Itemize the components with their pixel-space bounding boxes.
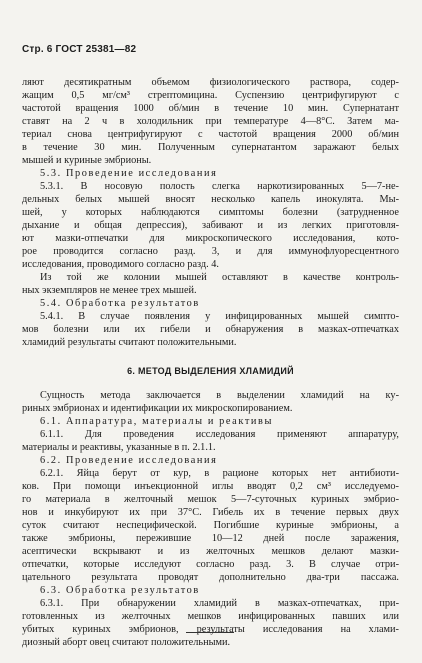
text-line: частотой вращения 1000 об/мин в течение 10 мин. Супернатант <box>22 103 399 114</box>
subsection-title: 5.4. Обработка результатов <box>40 298 200 309</box>
text-line: рое проводится согласно разд. 3, и для иммунофлуоресцентного <box>22 246 399 257</box>
page-header: Стр. 6 ГОСТ 25381—82 <box>22 44 137 55</box>
text-line: 6.1.1. Для проведения исследования применяют аппаратуру, <box>40 429 399 440</box>
text-line: диозный аборт овец считают положительными. <box>22 637 231 648</box>
text-line: 6.3.1. При обнаружении хламидий в мазках-отпечатках, при- <box>40 598 399 609</box>
subsection-title: 6.3. Обработка результатов <box>40 585 200 596</box>
text-line: суток считают неспецифической. Погибшие куриные эмбрионы, а <box>22 520 399 531</box>
text-line: ют мазки-отпечатки для микроскопического исследования, кото- <box>22 233 399 244</box>
text-line: хламидий результаты считают положительными. <box>22 337 237 348</box>
text-line: жащим 0,5 мг/см³ стрептомицина. Суспензию центрифугируют с <box>22 90 399 101</box>
text-line: дыхание и общая депрессия), забивают и из легких приготовля- <box>22 220 399 231</box>
text-line: ставят на 2 ч в холодильник при температуре 4—8°С. Затем ма- <box>22 116 399 127</box>
text-line: Из той же колонии мышей оставляют в качестве контроль- <box>40 272 399 283</box>
text-line: убитых куриных эмбрионов, результаты исследования на хлами- <box>22 624 399 635</box>
text-line: нов и инкубируют их при 37°С. Гибель их в течение первых двух <box>22 507 399 518</box>
text-line: 6.2.1. Яйца берут от кур, в рационе которых нет антибиоти- <box>40 468 399 479</box>
text-line: мов болезни или их гибели и обнаружения в мазках-отпечатках <box>22 324 399 335</box>
text-line: асептически вскрывают и из желточных мешков делают мазки- <box>22 546 399 557</box>
text-line: дельных белых мышей вносят несколько капель инокулята. Мы- <box>22 194 399 205</box>
subsection-title: 6.2. Проведение исследования <box>40 455 218 466</box>
text-line: в течение 30 мин. Полученным супернатантом заражают белых <box>22 142 399 153</box>
text-line: шей, у которых наблюдаются симптомы болезни (затрудненное <box>22 207 399 218</box>
text-line: мышей и куриные эмбрионы. <box>22 155 152 166</box>
text-line: ных экземпляров не менее трех мышей. <box>22 285 197 296</box>
text-line: риных эмбрионах и идентификации их микроскопированием. <box>22 403 293 414</box>
text-line: отпечатки, которые исследуют согласно разд. 3. В случае отри- <box>22 559 399 570</box>
text-line: также эмбрионы, пережившие 10—12 дней после заражения, <box>22 533 399 544</box>
text-line: го материала в желточный мешок 5—7-суточных куриных эмбрио- <box>22 494 399 505</box>
text-line: цательного результата проводят дополнительно два-три пассажа. <box>22 572 399 583</box>
subsection-title: 6.1. Аппаратура, материалы и реактивы <box>40 416 274 427</box>
text-line: материалы и реактивы, указанные в п. 2.1.1. <box>22 442 216 453</box>
subsection-title: 5.3. Проведение исследования <box>40 168 218 179</box>
text-line: 5.3.1. В носовую полость слегка наркотизированных 5—7-не- <box>40 181 399 192</box>
text-line: ляют десятикратным объемом физиологического раствора, содер- <box>22 77 399 88</box>
text-line: готовленных из желточных мешков инфицированных павших или <box>22 611 399 622</box>
text-line: исследования, проводимого согласно разд. 4. <box>22 259 220 270</box>
text-line: териал снова центрифугируют с частотой вращения 2000 об/мин <box>22 129 399 140</box>
section-title: 6. МЕТОД ВЫДЕЛЕНИЯ ХЛАМИДИЙ <box>127 366 294 376</box>
text-line: Сущность метода заключается в выделении хламидий на ку- <box>40 390 399 401</box>
text-line: 5.4.1. В случае появления у инфицированных мышей симпто- <box>40 311 399 322</box>
text-line: ков. При помощи инъекционной иглы вводят 0,2 см³ исследуемо- <box>22 481 399 492</box>
footer-divider <box>186 632 234 633</box>
